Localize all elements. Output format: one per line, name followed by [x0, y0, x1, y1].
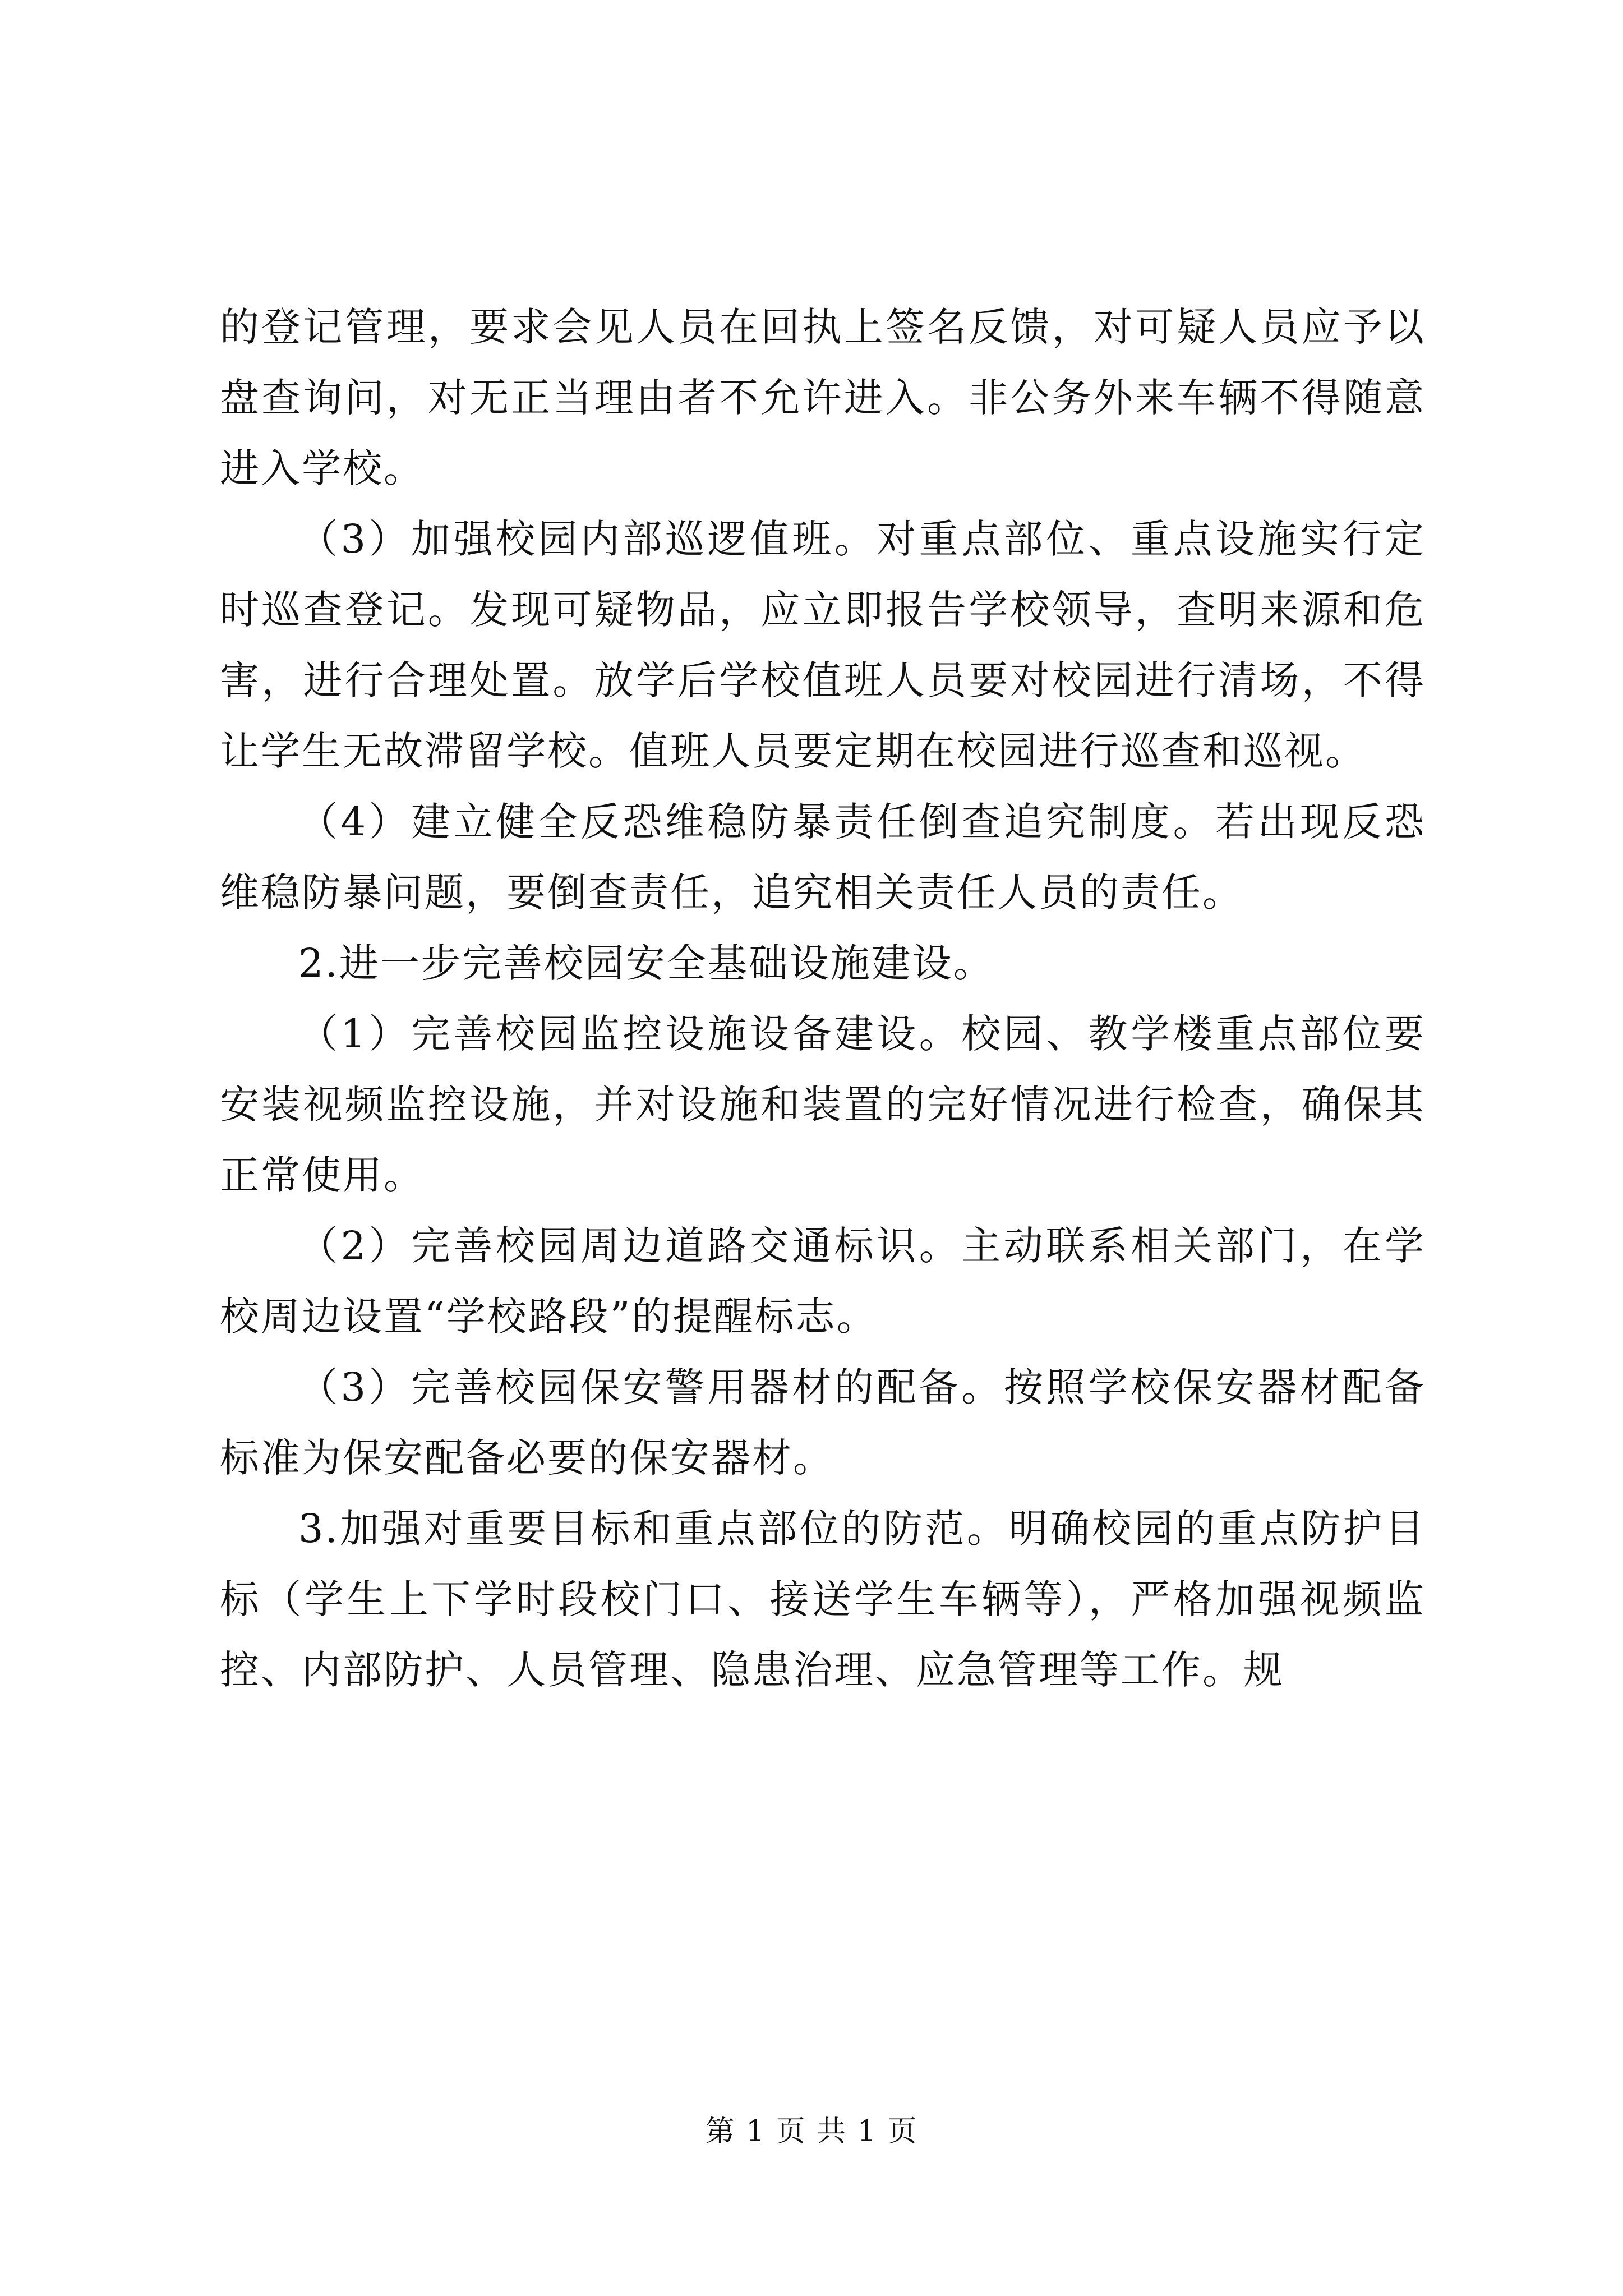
document-body [220, 292, 1426, 1705]
paragraph-traffic-signs: （2）完善校园周边道路交通标识。主动联系相关部门，在学校周边设置“学校路段”的提醒标志。 [220, 1223, 1426, 1340]
paragraph-monitoring: （1）完善校园监控设施设备建设。校园、教学楼重点部位要安装视频监控设施，并对设施和装置的完好情况进行检查，确保其正常使用。 [220, 1011, 1426, 1198]
paragraph-security-equipment: （3）完善校园保安警用器材的配备。按照学校保安器材配备标准为保安配备必要的保安器材。 [220, 1364, 1426, 1481]
paragraph-patrol-duty: （3）加强校园内部巡逻值班。对重点部位、重点设施实行定时巡查登记。发现可疑物品，应立即报告学校领导，查明来源和危害，进行合理处置。放学后学校值班人员要对校园进行清场，不得让学生无故滞留学校。值班人员要定期在校园进行巡查和巡视。 [220, 516, 1426, 774]
paragraph-registration: 的登记管理，要求会见人员在回执上签名反馈，对可疑人员应予以盘查询问，对无正当理由者不允许进入。非公务外来车辆不得随意进入学校。 [220, 304, 1426, 491]
paragraph-accountability: （4）建立健全反恐维稳防暴责任倒查追究制度。若出现反恐维稳防暴问题，要倒查责任，追究相关责任人员的责任。 [220, 799, 1426, 915]
page-footer: 第 1 页 共 1 页 [705, 2115, 918, 2148]
section-heading-infrastructure: 2.进一步完善校园安全基础设施建设。 [298, 940, 994, 986]
paragraph-key-targets: 3.加强对重要目标和重点部位的防范。明确校园的重点防护目标（学生上下学时段校门口、接送学生车辆等），严格加强视频监控、内部防护、人员管理、隐患治理、应急管理等工作。规 [220, 1506, 1426, 1693]
